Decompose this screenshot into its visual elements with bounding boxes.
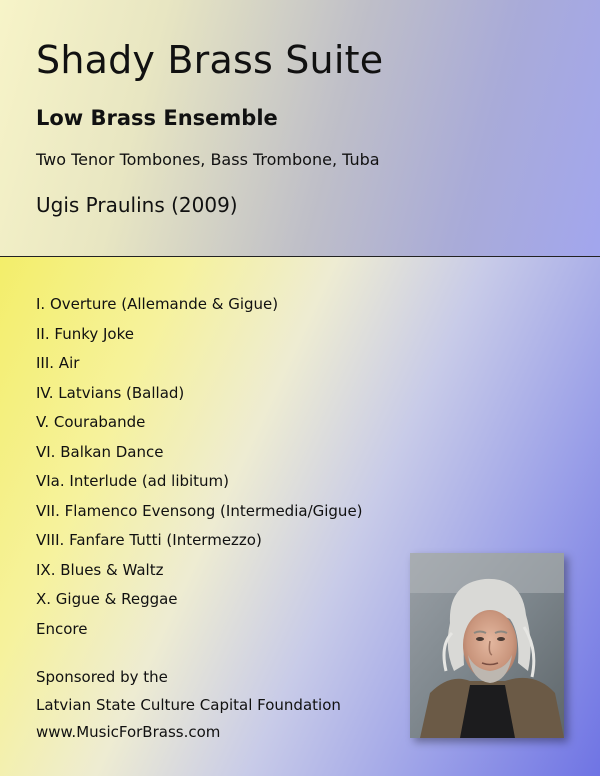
list-item: VI. Balkan Dance bbox=[36, 442, 164, 461]
list-item: I. Overture (Allemande & Gigue) bbox=[36, 295, 279, 313]
list-item: VIa. Interlude (ad libitum) bbox=[36, 472, 230, 490]
website-link[interactable]: www.MusicForBrass.com bbox=[36, 723, 221, 741]
list-item: V. Courabande bbox=[36, 413, 146, 431]
list-item: Encore bbox=[36, 619, 88, 638]
list-item: IV. Latvians (Ballad) bbox=[36, 383, 185, 402]
sponsor-line: Sponsored by the bbox=[36, 668, 168, 686]
list-item: VII. Flamenco Evensong (Intermedia/Gigue) bbox=[36, 501, 363, 520]
movement-list bbox=[36, 290, 363, 644]
sponsor-name: Latvian State Culture Capital Foundation bbox=[36, 696, 341, 714]
composer-portrait-icon bbox=[410, 553, 564, 738]
page-title: Shady Brass Suite bbox=[36, 38, 384, 82]
sponsor-note bbox=[36, 663, 341, 719]
composer-photo bbox=[410, 553, 564, 738]
composer: Ugis Praulins (2009) bbox=[36, 193, 238, 217]
list-item: X. Gigue & Reggae bbox=[36, 590, 178, 608]
instrumentation: Two Tenor Tombones, Bass Trombone, Tuba bbox=[36, 150, 380, 169]
list-item: III. Air bbox=[36, 354, 80, 372]
list-item: VIII. Fanfare Tutti (Intermezzo) bbox=[36, 531, 262, 549]
list-item: IX. Blues & Waltz bbox=[36, 560, 164, 579]
cover-header bbox=[0, 0, 600, 256]
list-item: II. Funky Joke bbox=[36, 324, 134, 343]
ensemble-subtitle: Low Brass Ensemble bbox=[36, 106, 278, 130]
